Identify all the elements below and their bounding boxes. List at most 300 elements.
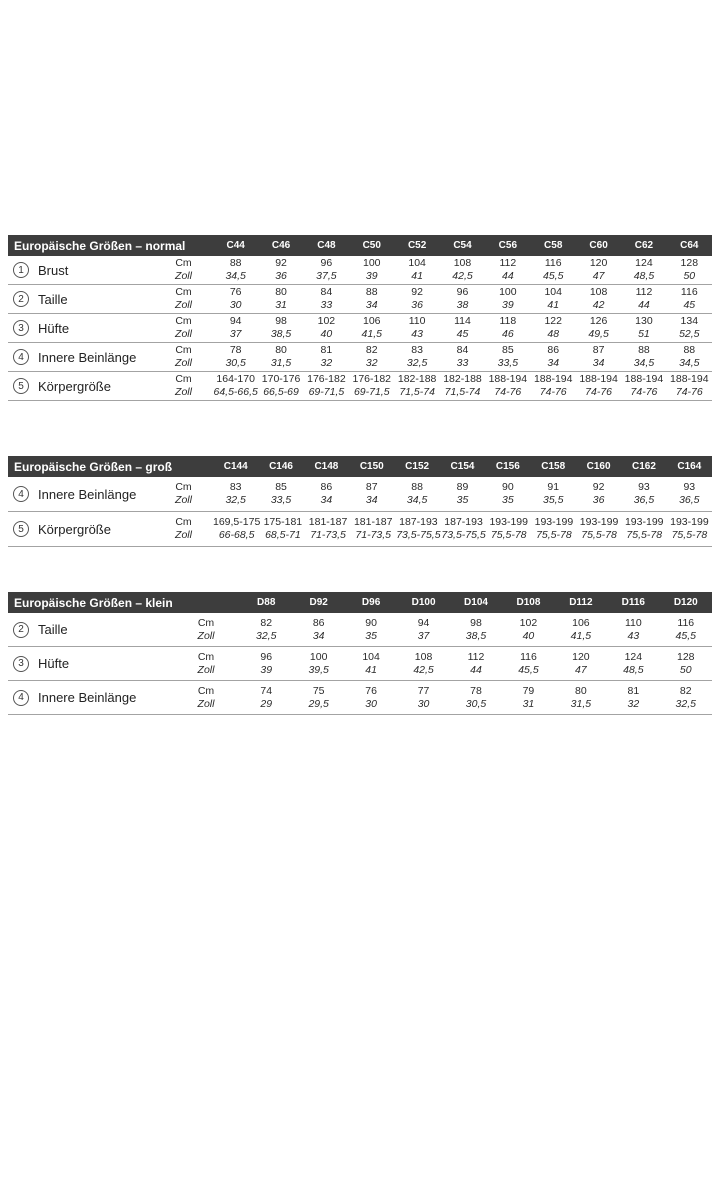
value-cell xyxy=(351,516,396,542)
value-cm: 118 xyxy=(499,315,517,327)
value-cm: 112 xyxy=(467,650,485,663)
value-zoll: 33 xyxy=(456,357,469,369)
value-cm: 85 xyxy=(502,344,514,356)
value-cm: 85 xyxy=(275,481,287,493)
value-cm: 82 xyxy=(260,616,273,629)
unit-cell xyxy=(158,315,213,341)
table-row xyxy=(8,681,712,715)
value-zoll: 47 xyxy=(592,270,605,282)
value-zoll: 71,5-74 xyxy=(444,386,481,398)
value-cell xyxy=(304,373,349,399)
value-cell xyxy=(531,373,576,399)
value-cm: 94 xyxy=(417,616,430,629)
value-cm: 86 xyxy=(312,616,325,629)
value-cell xyxy=(304,315,349,341)
value-cell xyxy=(667,257,712,283)
value-zoll: 36,5 xyxy=(633,494,655,506)
value-cm: 83 xyxy=(411,344,423,356)
value-cm: 89 xyxy=(456,481,469,493)
column-header: D100 xyxy=(411,597,436,608)
value-cell xyxy=(531,481,576,507)
value-cm: 82 xyxy=(365,344,378,356)
table-title: Europäische Größen – normal xyxy=(14,238,186,253)
value-zoll: 48 xyxy=(547,328,560,340)
value-cell xyxy=(305,516,350,542)
value-zoll: 30 xyxy=(417,697,430,710)
value-cell xyxy=(607,685,659,711)
value-cell xyxy=(440,481,485,507)
value-cell xyxy=(440,257,485,283)
value-cell xyxy=(667,516,712,542)
value-zoll: 39 xyxy=(502,299,514,311)
column-header: C46 xyxy=(271,240,291,251)
value-cell xyxy=(667,315,712,341)
value-cm: 124 xyxy=(624,650,643,663)
value-cell xyxy=(667,344,712,370)
row-number-badge: 3 xyxy=(13,656,29,672)
value-cell xyxy=(555,651,607,677)
value-cm: 176-182 xyxy=(307,373,346,385)
unit-cm-label: Cm xyxy=(175,315,192,327)
unit-zoll-label: Zoll xyxy=(175,328,192,340)
column-header: C144 xyxy=(223,461,248,472)
column-header: C156 xyxy=(495,461,520,472)
value-cell xyxy=(531,315,576,341)
column-header: C48 xyxy=(317,240,336,251)
value-cm: 87 xyxy=(365,481,378,493)
value-cm: 187-193 xyxy=(444,516,483,528)
value-cell xyxy=(576,344,621,370)
value-cm: 96 xyxy=(456,286,469,298)
value-cm: 108 xyxy=(414,650,433,663)
value-cm: 79 xyxy=(522,684,535,697)
column-header: C152 xyxy=(405,461,430,472)
value-zoll: 38 xyxy=(456,299,469,311)
value-zoll: 69-71,5 xyxy=(353,386,390,398)
value-zoll: 41 xyxy=(547,299,560,311)
value-cm: 88 xyxy=(683,344,696,356)
value-cell xyxy=(621,344,666,370)
unit-cm-label: Cm xyxy=(197,616,215,629)
value-cell xyxy=(607,651,659,677)
value-zoll: 75,5-78 xyxy=(671,529,708,541)
unit-zoll-label: Zoll xyxy=(197,629,215,642)
value-cm: 86 xyxy=(547,344,560,356)
value-cm: 88 xyxy=(365,286,378,298)
value-zoll: 34 xyxy=(592,357,605,369)
column-header: C62 xyxy=(634,240,654,251)
unit-cell xyxy=(158,344,213,370)
size-table-gross xyxy=(8,456,712,547)
value-cm: 88 xyxy=(638,344,650,356)
value-cm: 188-194 xyxy=(624,373,664,385)
value-cm: 176-182 xyxy=(352,373,392,385)
unit-cm-label: Cm xyxy=(197,650,215,663)
unit-zoll-label: Zoll xyxy=(175,494,192,506)
value-cell xyxy=(394,286,439,312)
value-cell xyxy=(304,481,349,507)
value-zoll: 48,5 xyxy=(623,663,644,676)
column-header: C148 xyxy=(314,461,339,472)
value-zoll: 31,5 xyxy=(570,697,592,710)
value-cm: 188-194 xyxy=(488,373,528,385)
unit-zoll-label: Zoll xyxy=(175,357,192,369)
value-zoll: 75,5-78 xyxy=(490,529,527,541)
value-zoll: 32 xyxy=(320,357,333,369)
value-zoll: 32,5 xyxy=(675,697,696,710)
value-cell xyxy=(397,651,449,677)
value-cell xyxy=(660,651,712,677)
value-cm: 182-188 xyxy=(397,373,437,385)
value-cm: 106 xyxy=(363,315,381,327)
value-cell xyxy=(304,344,349,370)
value-cell xyxy=(349,286,394,312)
value-zoll: 42,5 xyxy=(413,663,434,676)
value-cm: 120 xyxy=(572,650,590,663)
value-cm: 114 xyxy=(454,315,471,327)
unit-zoll-label: Zoll xyxy=(197,663,215,676)
value-cell xyxy=(213,516,260,542)
unit-cm-label: Cm xyxy=(175,516,192,528)
value-cm: 110 xyxy=(408,315,426,327)
value-cell xyxy=(394,257,439,283)
value-zoll: 47 xyxy=(575,663,587,676)
size-table-normal xyxy=(8,235,712,401)
value-cell xyxy=(258,344,303,370)
value-cell xyxy=(349,481,394,507)
value-cell xyxy=(485,373,530,399)
row-number-badge: 4 xyxy=(13,349,29,365)
column-header: C58 xyxy=(544,240,563,251)
value-zoll: 32 xyxy=(365,357,378,369)
value-cell xyxy=(576,516,621,542)
value-cell xyxy=(576,481,621,507)
value-cm: 96 xyxy=(320,257,333,269)
value-zoll: 36 xyxy=(592,494,605,506)
value-zoll: 45,5 xyxy=(543,270,564,282)
value-cm: 92 xyxy=(592,481,605,493)
value-cell xyxy=(576,373,621,399)
value-cm: 193-199 xyxy=(534,516,574,528)
value-zoll: 37 xyxy=(417,629,430,642)
value-cell xyxy=(440,286,485,312)
column-header: D120 xyxy=(673,597,698,608)
unit-cell xyxy=(176,651,240,677)
value-cm: 78 xyxy=(470,684,482,697)
table-header xyxy=(8,592,712,613)
column-header: D116 xyxy=(621,597,645,608)
value-zoll: 35 xyxy=(456,494,469,506)
value-zoll: 36 xyxy=(275,270,287,282)
value-cm: 116 xyxy=(544,257,562,269)
value-zoll: 31 xyxy=(522,697,535,710)
value-cell xyxy=(485,315,530,341)
value-cm: 128 xyxy=(677,650,695,663)
value-zoll: 31,5 xyxy=(270,357,292,369)
column-header: C164 xyxy=(677,461,702,472)
value-zoll: 74-76 xyxy=(585,386,613,398)
value-cm: 83 xyxy=(229,481,242,493)
unit-zoll-label: Zoll xyxy=(175,386,192,398)
value-zoll: 74-76 xyxy=(630,386,658,398)
value-zoll: 69-71,5 xyxy=(308,386,345,398)
value-zoll: 41,5 xyxy=(570,629,592,642)
size-chart-page xyxy=(0,235,720,1195)
table-row xyxy=(8,314,712,343)
value-cm: 193-199 xyxy=(579,516,619,528)
value-cm: 104 xyxy=(408,257,426,269)
table-row xyxy=(8,613,712,647)
value-cell xyxy=(397,617,449,643)
value-cell xyxy=(502,617,554,643)
column-header: C44 xyxy=(226,240,245,251)
row-label-cell xyxy=(8,622,176,638)
column-header: C158 xyxy=(541,461,566,472)
value-cell xyxy=(258,315,303,341)
value-zoll: 32,5 xyxy=(406,357,428,369)
value-zoll: 35,5 xyxy=(543,494,564,506)
value-cell xyxy=(440,373,485,399)
column-header: D88 xyxy=(257,597,276,608)
value-zoll: 32,5 xyxy=(256,629,277,642)
value-cm: 94 xyxy=(229,315,242,327)
value-zoll: 38,5 xyxy=(270,328,292,340)
value-zoll: 45,5 xyxy=(675,629,696,642)
value-cell xyxy=(349,373,394,399)
value-cell xyxy=(349,344,394,370)
table-row xyxy=(8,256,712,285)
value-cell xyxy=(485,344,530,370)
row-number-badge: 4 xyxy=(13,486,29,502)
table-header xyxy=(8,235,712,256)
value-zoll: 30 xyxy=(365,697,377,710)
unit-cell xyxy=(158,481,213,507)
value-zoll: 39 xyxy=(365,270,378,282)
value-zoll: 35 xyxy=(502,494,514,506)
value-cell xyxy=(349,315,394,341)
value-zoll: 68,5-71 xyxy=(265,529,301,541)
row-label: Taille xyxy=(38,622,68,637)
column-header: C50 xyxy=(362,240,381,251)
row-label: Hüfte xyxy=(38,656,70,671)
column-header: C146 xyxy=(269,461,293,472)
value-cell xyxy=(304,286,349,312)
value-cm: 98 xyxy=(275,315,287,327)
table-row xyxy=(8,647,712,681)
value-cell xyxy=(576,315,621,341)
unit-cm-label: Cm xyxy=(175,344,192,356)
row-number-badge: 5 xyxy=(13,378,29,394)
unit-cell xyxy=(176,685,240,711)
unit-cell xyxy=(158,286,213,312)
row-label-cell xyxy=(8,521,158,537)
value-zoll: 66-68,5 xyxy=(218,529,255,541)
value-cm: 84 xyxy=(320,286,333,298)
value-cm: 104 xyxy=(362,650,380,663)
column-header: C52 xyxy=(407,240,427,251)
value-zoll: 46 xyxy=(502,328,514,340)
column-header: D96 xyxy=(361,597,381,608)
value-zoll: 37 xyxy=(229,328,242,340)
value-zoll: 52,5 xyxy=(679,328,700,340)
value-cell xyxy=(258,373,303,399)
row-label-cell xyxy=(8,378,158,394)
value-cm: 181-187 xyxy=(308,516,348,528)
value-cell xyxy=(667,286,712,312)
value-cell xyxy=(531,344,576,370)
value-cm: 81 xyxy=(627,684,640,697)
value-cell xyxy=(345,685,397,711)
value-cm: 96 xyxy=(260,650,273,663)
value-zoll: 33,5 xyxy=(270,494,292,506)
value-cm: 100 xyxy=(363,257,381,269)
value-cm: 76 xyxy=(229,286,242,298)
value-cell xyxy=(576,257,621,283)
row-label-cell xyxy=(8,656,176,672)
value-cm: 116 xyxy=(680,286,698,298)
unit-cell xyxy=(158,257,213,283)
value-zoll: 43 xyxy=(627,629,640,642)
value-cm: 93 xyxy=(638,481,650,493)
value-zoll: 50 xyxy=(679,663,692,676)
value-cm: 80 xyxy=(275,344,287,356)
column-header: C160 xyxy=(586,461,611,472)
value-cell xyxy=(345,651,397,677)
column-header: C54 xyxy=(453,240,472,251)
value-zoll: 32 xyxy=(627,697,640,710)
value-zoll: 33,5 xyxy=(497,357,519,369)
value-cm: 100 xyxy=(499,286,517,298)
value-zoll: 41 xyxy=(411,270,423,282)
value-cell xyxy=(440,344,485,370)
value-cm: 75 xyxy=(312,684,325,697)
value-zoll: 40 xyxy=(320,328,333,340)
value-cell xyxy=(660,617,712,643)
value-cell xyxy=(260,516,305,542)
value-cm: 84 xyxy=(456,344,469,356)
value-zoll: 34 xyxy=(365,299,378,311)
value-zoll: 36,5 xyxy=(679,494,700,506)
row-label-cell xyxy=(8,291,158,307)
value-cm: 90 xyxy=(365,616,377,629)
row-label: Taille xyxy=(38,291,68,307)
table-title: Europäische Größen – groß xyxy=(14,459,173,474)
value-cell xyxy=(213,373,258,399)
value-cm: 193-199 xyxy=(624,516,664,528)
value-cell xyxy=(396,516,441,542)
value-zoll: 64,5-66,5 xyxy=(213,386,258,398)
value-cm: 78 xyxy=(229,344,242,356)
value-cell xyxy=(292,651,344,677)
value-cm: 100 xyxy=(309,650,328,663)
unit-cell xyxy=(176,617,240,643)
value-cell xyxy=(622,516,667,542)
value-zoll: 75,5-78 xyxy=(626,529,663,541)
unit-cell xyxy=(158,373,213,399)
value-cm: 164-170 xyxy=(216,373,255,385)
table-row xyxy=(8,285,712,314)
unit-zoll-label: Zoll xyxy=(175,529,192,541)
value-cm: 108 xyxy=(589,286,608,298)
value-cell xyxy=(555,617,607,643)
value-zoll: 30,5 xyxy=(225,357,246,369)
value-zoll: 40 xyxy=(522,629,535,642)
value-zoll: 33 xyxy=(320,299,333,311)
value-cell xyxy=(531,516,576,542)
value-zoll: 75,5-78 xyxy=(536,529,572,541)
value-zoll: 34,5 xyxy=(679,357,700,369)
value-cm: 91 xyxy=(547,481,560,493)
value-cell xyxy=(607,617,659,643)
row-label-cell xyxy=(8,690,176,706)
value-zoll: 49,5 xyxy=(588,328,609,340)
value-cm: 126 xyxy=(589,315,608,327)
value-zoll: 71,5-74 xyxy=(399,386,435,398)
value-cell xyxy=(576,286,621,312)
value-zoll: 74-76 xyxy=(494,386,522,398)
value-cell xyxy=(304,257,349,283)
value-cm: 112 xyxy=(499,257,517,269)
value-cm: 169,5-175 xyxy=(213,516,261,528)
column-header: D108 xyxy=(516,597,541,608)
value-zoll: 31 xyxy=(275,299,287,311)
value-cm: 93 xyxy=(683,481,696,493)
column-header: D104 xyxy=(464,597,488,608)
row-label: Innere Beinlänge xyxy=(38,349,137,365)
value-cell xyxy=(485,257,530,283)
value-zoll: 71-73,5 xyxy=(310,529,346,541)
value-cm: 74 xyxy=(260,684,273,697)
value-zoll: 73,5-75,5 xyxy=(396,529,441,541)
value-cell xyxy=(258,481,303,507)
value-cm: 92 xyxy=(275,257,287,269)
value-cm: 86 xyxy=(320,481,333,493)
value-zoll: 75,5-78 xyxy=(581,529,617,541)
value-zoll: 34,5 xyxy=(406,494,428,506)
value-cell xyxy=(502,651,554,677)
value-zoll: 37,5 xyxy=(316,270,337,282)
row-label-cell xyxy=(8,262,158,278)
value-cell xyxy=(213,344,258,370)
value-cm: 182-188 xyxy=(443,373,482,385)
value-cell xyxy=(292,617,344,643)
value-cm: 98 xyxy=(470,616,482,629)
value-zoll: 30 xyxy=(229,299,242,311)
value-cell xyxy=(397,685,449,711)
value-zoll: 45 xyxy=(683,299,696,311)
table-row xyxy=(8,512,712,547)
value-zoll: 34 xyxy=(365,494,378,506)
unit-zoll-label: Zoll xyxy=(197,697,215,710)
value-cell xyxy=(240,651,292,677)
row-label-cell xyxy=(8,349,158,365)
value-cm: 81 xyxy=(320,344,333,356)
value-cell xyxy=(440,315,485,341)
value-cell xyxy=(531,257,576,283)
row-label-cell xyxy=(8,486,158,502)
value-zoll: 43 xyxy=(411,328,423,340)
value-cm: 122 xyxy=(544,315,562,327)
row-number-badge: 4 xyxy=(13,690,29,706)
value-cell xyxy=(667,481,712,507)
row-label: Innere Beinlänge xyxy=(38,690,137,705)
value-cell xyxy=(621,257,666,283)
value-cell xyxy=(240,685,292,711)
value-zoll: 50 xyxy=(683,270,696,282)
column-header: C162 xyxy=(631,461,656,472)
unit-zoll-label: Zoll xyxy=(175,299,192,311)
value-zoll: 29,5 xyxy=(308,697,329,710)
